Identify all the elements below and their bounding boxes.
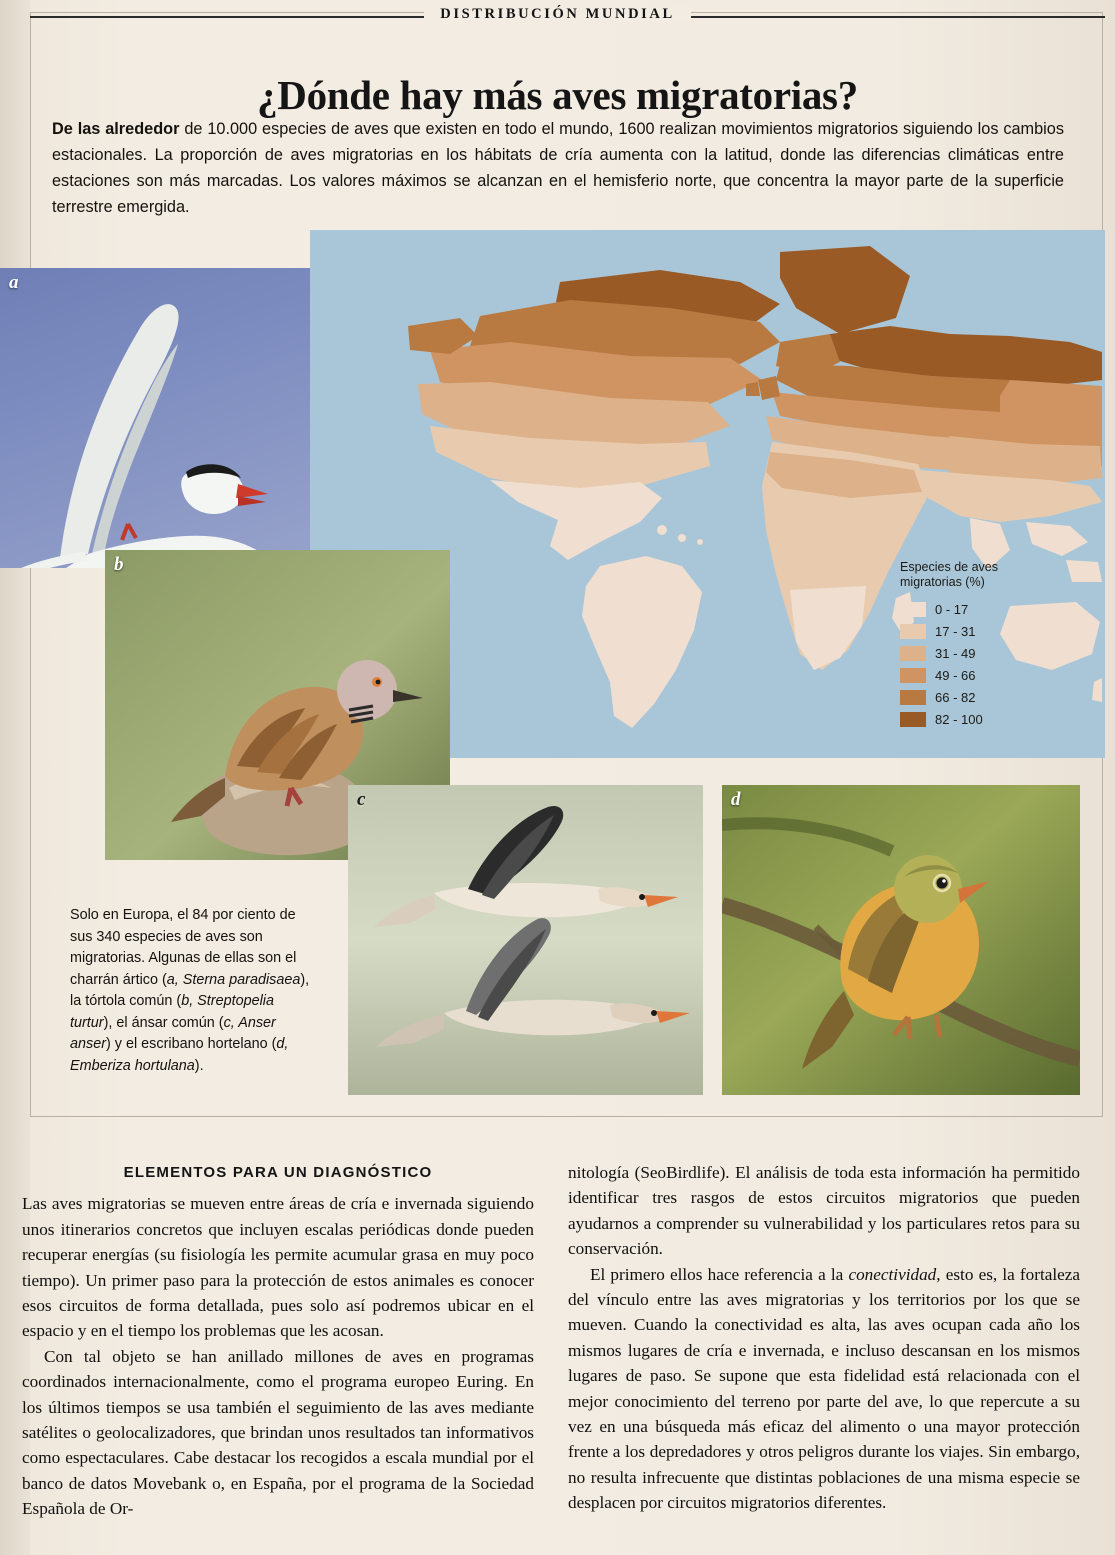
body-paragraph-part-a: El primero ellos hace referencia a la — [590, 1264, 849, 1284]
photo-arctic-tern — [0, 268, 310, 568]
legend-title-line2: migratorias (%) — [900, 575, 985, 589]
standfirst — [52, 116, 1064, 220]
legend-swatch-82-100 — [900, 712, 926, 727]
figure-caption-i2: b, Streptopelia turtur — [70, 993, 274, 1031]
legend-title — [900, 560, 1085, 590]
legend-title-line1: Especies de aves — [900, 560, 998, 574]
legend-swatch-49-66 — [900, 668, 926, 683]
ortolan-bunting-illustration — [722, 785, 1080, 1095]
figure-caption-p1: Solo en Europa, el 84 por ciento de sus 340 especies de aves son migratorias. Algunas de ellas son el charrán ártico ( — [70, 907, 297, 988]
standfirst-rest: de 10.000 especies de aves que existen en todo el mundo, 1600 realizan movimientos migratorios siguiendo los cambios estacionales. La proporción de aves migratorias en los hábitats de cría aumenta con la latitud, donde las diferencias climáticas entre estaciones son más marcadas. Los valores máximos se alcanzan en el hemisferio norte, que concentra la mayor parte de la superficie terrestre emergida. — [52, 120, 1064, 216]
figure-caption-p4: ) y el escribano hortelano ( — [106, 1036, 277, 1052]
legend-label-0-17: 0 - 17 — [935, 601, 969, 617]
legend-item — [900, 598, 1085, 620]
legend-item — [900, 686, 1085, 708]
legend-label-66-82: 66 - 82 — [935, 689, 976, 705]
figure-caption — [70, 905, 315, 1077]
legend-item — [900, 708, 1085, 730]
body-paragraph: Las aves migratorias se mueven entre áreas de cría e invernada siguiendo unos itinerarios concretos que incluyen escalas periódicas donde pueden recuperar energías (su fisiología les permite acumular grasa en muy poco tiempo). Un primer paso para la protección de estos animales es conocer esos circuitos de forma detallada, pues solo así podremos ubicar en el espacio y en el tiempo los problemas que les acosan. — [22, 1194, 534, 1341]
kicker-label: DISTRIBUCIÓN MUNDIAL — [424, 6, 690, 22]
legend-item — [900, 664, 1085, 686]
legend-swatch-0-17 — [900, 602, 926, 617]
photo-tag-a: a — [9, 272, 19, 293]
body-column-right — [568, 1160, 1080, 1516]
greylag-geese-illustration — [348, 785, 703, 1095]
body-column-left — [22, 1160, 534, 1522]
legend-item — [900, 620, 1085, 642]
body-paragraph-part-b: , esto es, la fortaleza del vínculo entre las aves migratorias y los territorios por los que se mueven. Cuando la conectividad es alta, las aves ocupan cada año los mismos lugares de cría e invernada, e incluso descansan en los mismos lugares de paso. Se supone que esta fidelidad está relacionada con el mejor conocimiento del terreno por parte del ave, lo que repercute a su vez en una búsqueda más eficaz del alimento o una mayor protección frente a los depredadores y otros peligros durante los viajes. Sin embargo, no resulta infrecuente que distintas poblaciones de una misma especie se desplacen por circuitos migratorios diferentes. — [568, 1264, 1081, 1513]
page-title: ¿Dónde hay más aves migratorias? — [257, 72, 858, 119]
photo-tag-b: b — [114, 554, 124, 575]
figure-caption-i4: d, Emberiza hortulana — [70, 1036, 289, 1074]
arctic-tern-illustration — [0, 268, 310, 568]
legend-label-49-66: 49 - 66 — [935, 667, 976, 683]
legend-item — [900, 642, 1085, 664]
legend-label-82-100: 82 - 100 — [935, 711, 983, 727]
section-title: ELEMENTOS PARA UN DIAGNÓSTICO — [123, 1164, 433, 1181]
figure-caption-p5: ). — [194, 1057, 204, 1074]
legend-swatch-31-49 — [900, 646, 926, 661]
photo-tag-c: c — [357, 789, 366, 810]
legend-label-31-49: 31 - 49 — [935, 645, 976, 661]
legend-swatch-66-82 — [900, 690, 926, 705]
photo-greylag-geese — [348, 785, 703, 1095]
map-legend — [900, 560, 1085, 730]
figure-caption-i3: c, Anser anser — [70, 1014, 276, 1052]
body-emphasis-conectividad: conectividad — [848, 1264, 937, 1284]
body-paragraph: Con tal objeto se han anillado millones de aves en programas coordinados internacionalmente, como el programa europeo Euring. En los últimos tiempos se usa también el seguimiento de las aves mediante satélites o geolocalizadores, que brindan unos resultados tan informativos como espectaculares. Cabe destacar los recogidos a escala mundial por el banco de datos Movebank o, en España, por el programa de la Sociedad Española de Or- — [22, 1346, 534, 1519]
legend-label-17-31: 17 - 31 — [935, 623, 976, 639]
kicker — [0, 6, 1115, 23]
figure-caption-i1: a, Sterna paradisaea — [166, 971, 301, 988]
photo-tag-d: d — [731, 789, 741, 810]
figure-caption-p3: ), el ánsar común ( — [103, 1014, 224, 1031]
standfirst-lead: De las alrededor — [52, 120, 180, 138]
body-paragraph: nitología (SeoBirdlife). El análisis de toda esta información ha permitido identificar tres rasgos de estos circuitos migratorios que pueden ayudarnos a comprender su vulnerabilidad y los particulares retos para su conservación. — [568, 1163, 1080, 1259]
legend-swatch-17-31 — [900, 624, 926, 639]
figure-caption-p2: ), la tórtola común ( — [70, 971, 310, 1009]
photo-ortolan-bunting — [722, 785, 1080, 1095]
body-paragraph — [568, 1262, 1080, 1516]
